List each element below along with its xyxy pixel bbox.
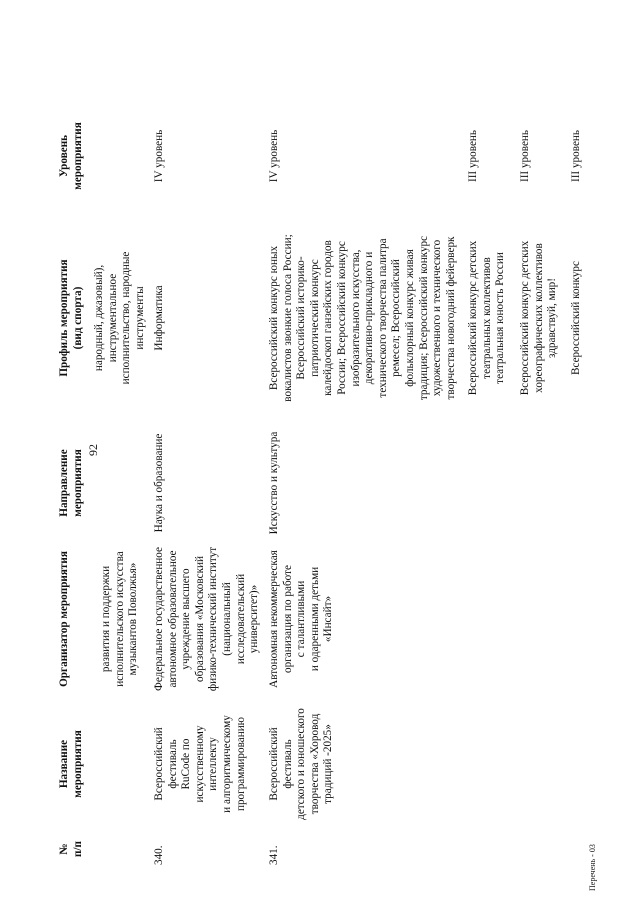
row-341-profile-3: Всероссийский конкурс детских хореографических коллективов здравствуй, мир! — [519, 240, 559, 396]
row-341-name: Всероссийский фестиваль детского и юношеского творчества «Хоровод традиций -2025» — [268, 708, 335, 820]
row-340-level: IV уровень — [153, 129, 165, 183]
header-organizer: Организатор мероприятия — [58, 551, 70, 687]
page-footer: Перечень - 03 — [588, 844, 597, 891]
header-num: № п/п — [58, 841, 84, 858]
page-number: 92 — [86, 444, 100, 456]
row-340-direction: Наука и образование — [153, 433, 165, 533]
header-level: Уровень мероприятия — [58, 122, 84, 190]
continuation-organizer: развития и поддержки исполнительского искусства музыкантов Поволжья» — [100, 551, 140, 687]
header-direction: Направление мероприятия — [58, 449, 84, 517]
row-340-name: Всероссийский фестиваль RuCode по искусственному интеллекту и алгоритмическому программированию — [153, 715, 247, 813]
header-name: Название мероприятия — [58, 730, 84, 798]
row-341-level-2: III уровень — [467, 129, 479, 183]
row-341-level-4: III уровень — [570, 129, 582, 183]
header-profile: Профиль мероприятия (вид спорта) — [58, 259, 84, 377]
row-341-num: 341. — [268, 845, 280, 865]
row-340-num: 340. — [153, 845, 165, 865]
row-340-organizer: Федеральное государственное автономное образовательное учреждение высшего образования «Московский физико-технический институт (национальный исследовательский университет)» — [153, 546, 261, 692]
row-341-profile-2: Всероссийский конкурс детских театральных коллективов театральная юность России — [467, 240, 507, 396]
row-341-level-1: IV уровень — [268, 129, 280, 183]
row-341-direction: Искусство и культура — [268, 431, 280, 535]
row-341-level-3: III уровень — [519, 129, 531, 183]
row-341-profile-4: Всероссийский конкурс — [570, 261, 582, 375]
row-340-profile: Информатика — [153, 285, 165, 351]
continuation-profile: народный, джазовый), инструментальное исполнительство, народные инструменты — [93, 251, 146, 385]
row-341-organizer: Автономная некоммерческая организация по работе с талантливыми и одаренными детьми «Инсайт» — [268, 550, 335, 688]
row-341-profile-1: Всероссийский конкурс юных вокалистов звонкие голоса России; Всероссийский историко- патриотический конкурс калейдоскоп ганзейских городов России; Всероссийский конкурс изобразительного искусства, декоративно-прикладного и технического творчества палитра ремесел; Всероссийский фольклорный конкурс живая традиция; Всероссийский конкурс художественного и технического творчества новогодний фейерверк — [268, 234, 457, 402]
